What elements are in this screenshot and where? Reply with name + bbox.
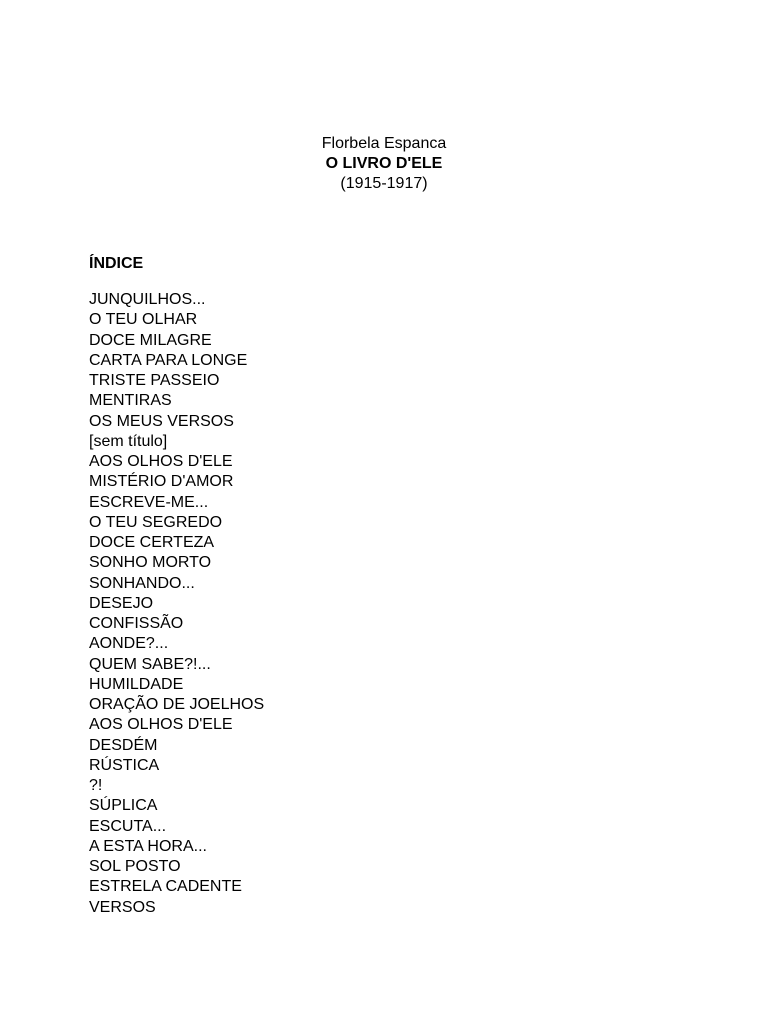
toc-item: AONDE?...	[89, 635, 169, 653]
toc-item: A ESTA HORA...	[89, 837, 207, 855]
index-heading: ÍNDICE	[89, 255, 144, 272]
toc-item: ESCREVE-ME...	[89, 493, 209, 511]
toc-item: CARTA PARA LONGE	[89, 351, 248, 369]
toc-item: CONFISSÃO	[89, 615, 184, 632]
toc-item: HUMILDADE	[89, 675, 184, 693]
author-name: Florbela Espanca	[321, 135, 447, 152]
toc-item: ?!	[89, 777, 103, 794]
toc-item: VERSOS	[89, 898, 156, 916]
document-header	[0, 134, 768, 194]
book-title: O LIVRO D'ELE	[325, 155, 443, 172]
toc-item: DOCE MILAGRE	[89, 331, 212, 349]
toc-item: SONHANDO...	[89, 574, 195, 592]
toc-item: O TEU OLHAR	[89, 311, 198, 329]
toc-item: OS MEUS VERSOS	[89, 412, 234, 430]
toc-item: O TEU SEGREDO	[89, 513, 223, 531]
toc-item: ORAÇÃO DE JOELHOS	[89, 696, 265, 713]
toc-item: RÚSTICA	[89, 756, 160, 774]
toc-item: SOL POSTO	[89, 858, 181, 875]
toc-item: TRISTE PASSEIO	[89, 372, 220, 389]
toc-item: SONHO MORTO	[89, 554, 212, 572]
toc-item: AOS OLHOS D'ELE	[89, 453, 233, 470]
toc-item: MENTIRAS	[89, 392, 172, 410]
table-of-contents	[89, 290, 264, 918]
toc-item: SÚPLICA	[89, 797, 158, 815]
toc-item: DOCE CERTEZA	[89, 534, 215, 551]
toc-item: [sem título]	[89, 432, 168, 450]
publication-years: (1915-1917)	[340, 175, 428, 192]
toc-item: AOS OLHOS D'ELE	[89, 716, 233, 734]
toc-item: ESCUTA...	[89, 817, 167, 835]
toc-item: ESTRELA CADENTE	[89, 878, 242, 896]
toc-item: MISTÉRIO D'AMOR	[89, 473, 234, 491]
toc-item: DESEJO	[89, 594, 154, 612]
toc-item: JUNQUILHOS...	[89, 291, 206, 308]
toc-item: QUEM SABE?!...	[89, 655, 211, 673]
toc-item: DESDÉM	[89, 736, 158, 754]
